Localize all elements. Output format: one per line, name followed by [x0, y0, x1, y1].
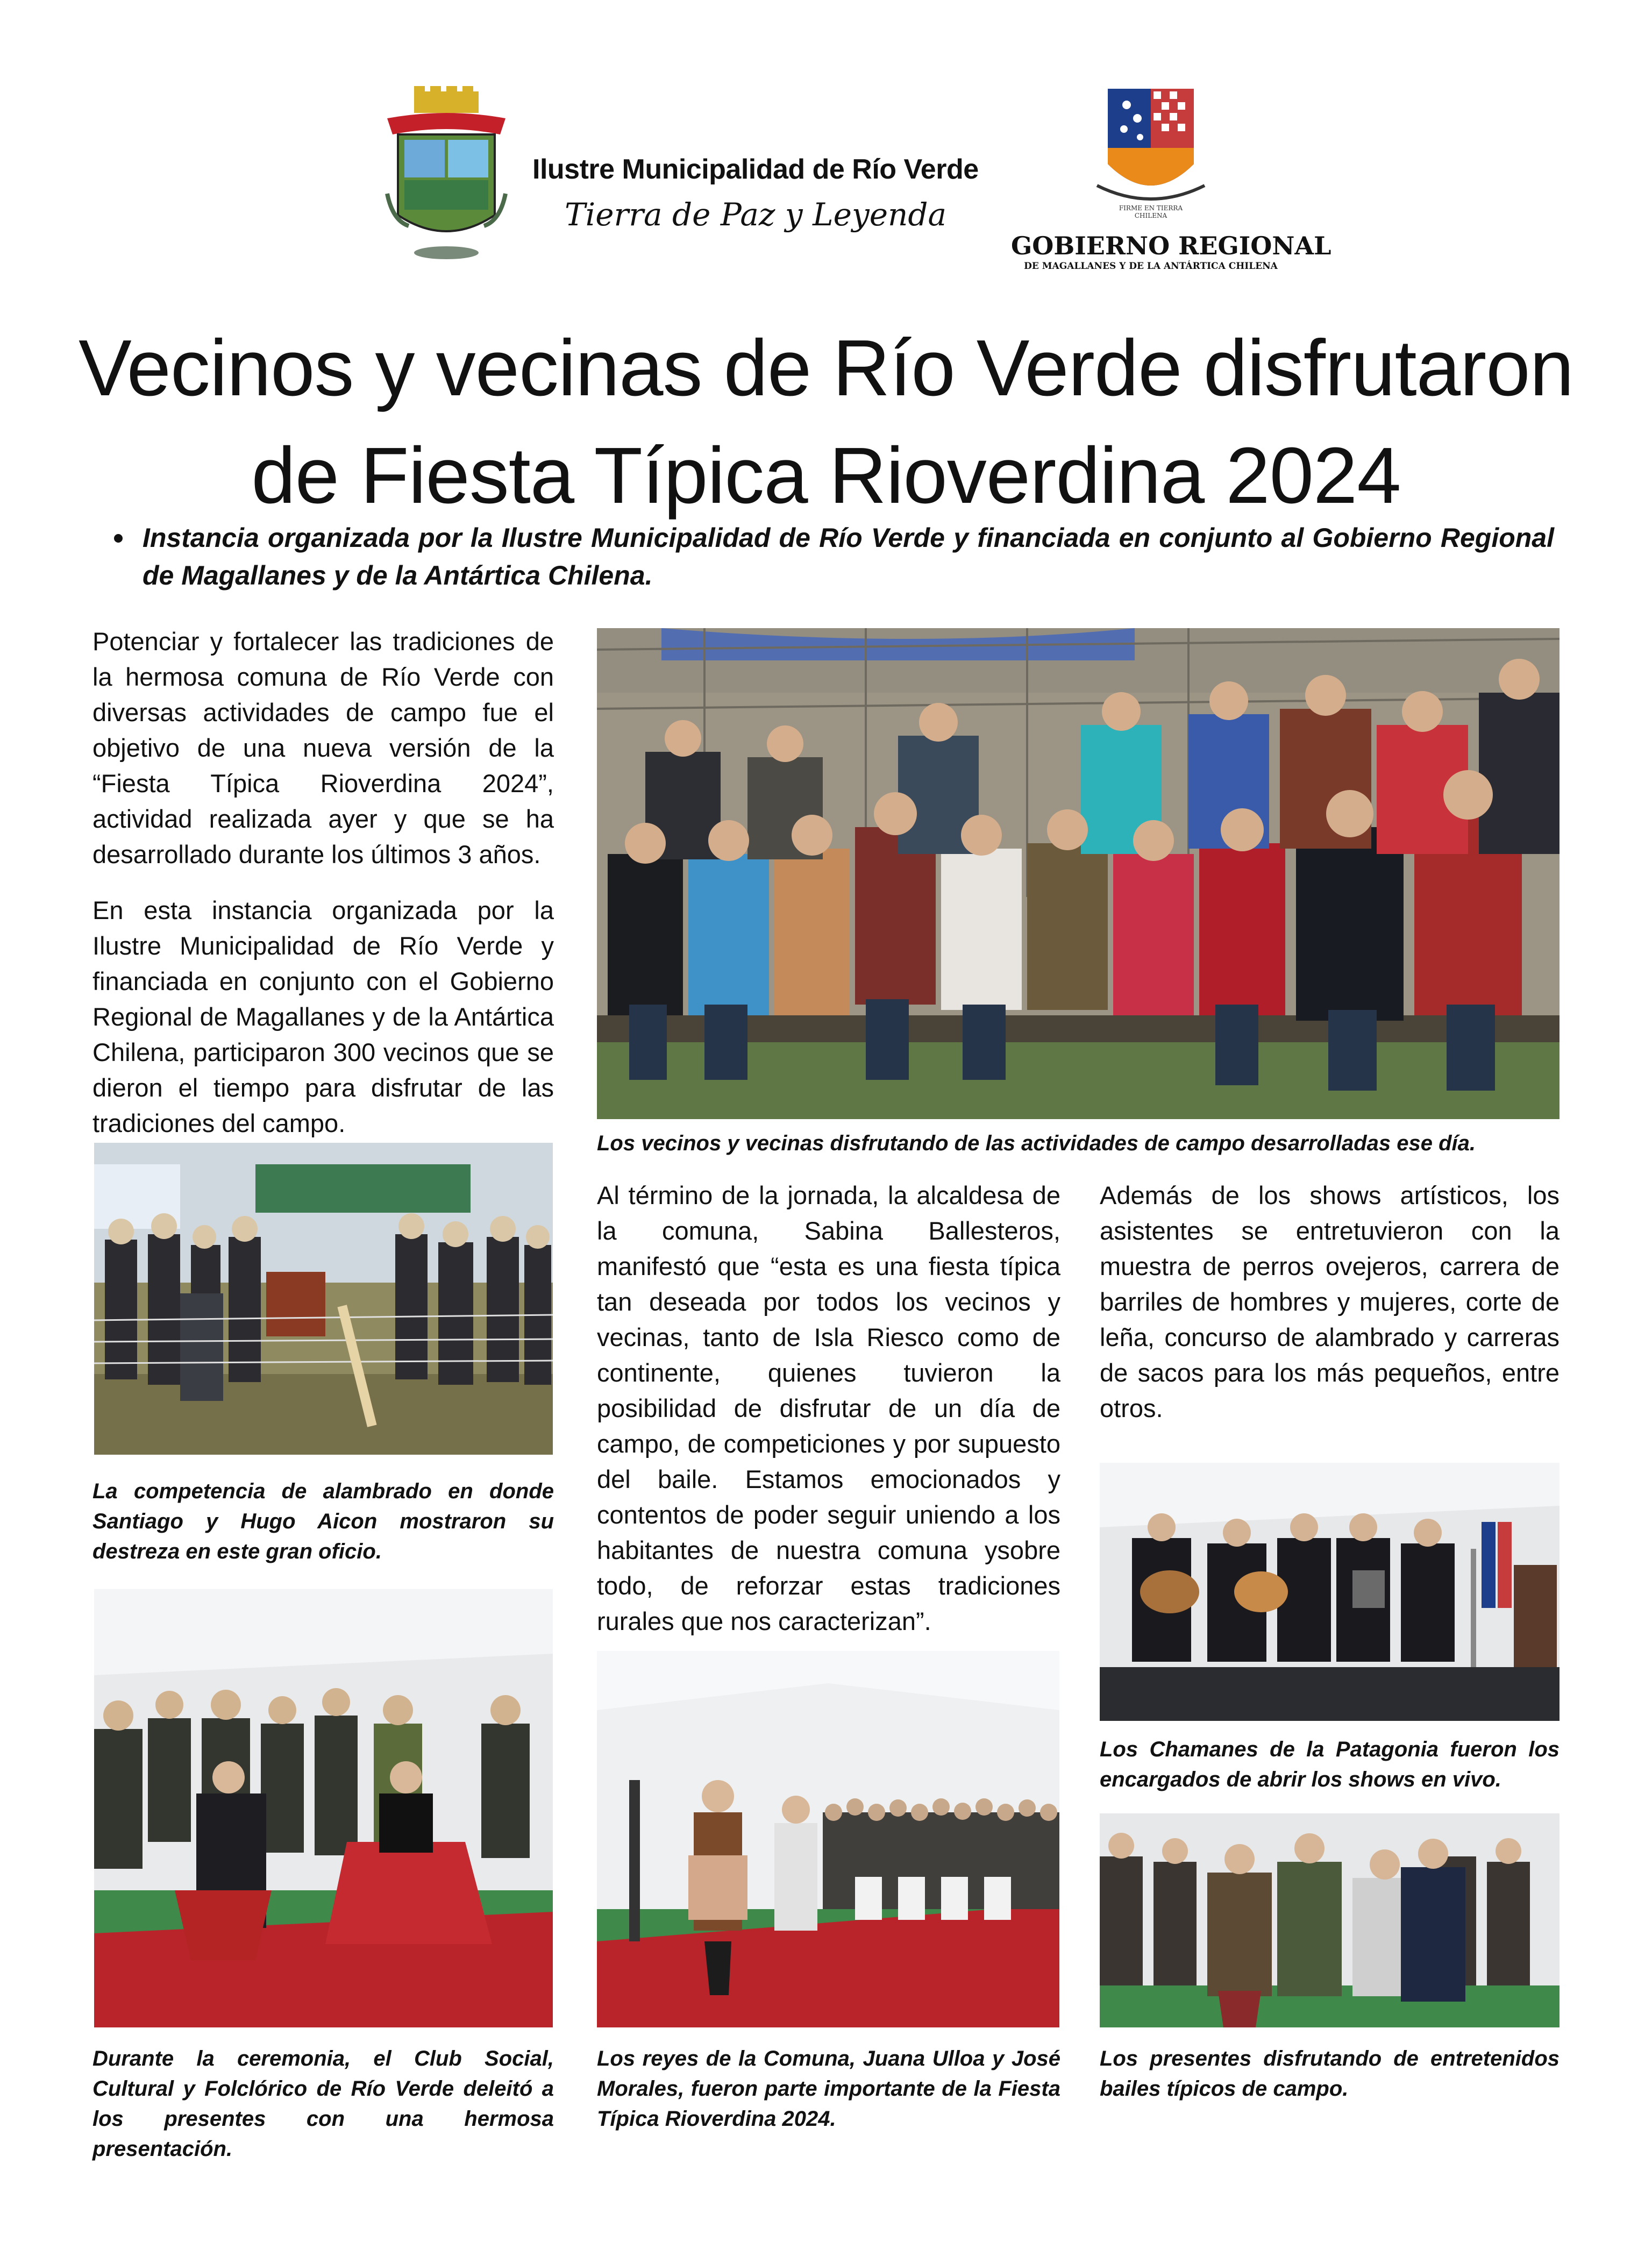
municipality-crest-icon: [376, 86, 516, 269]
headline-line1: Vecinos y vecinas de Río Verde disfrutaron: [79, 324, 1573, 412]
lead-bullet: [114, 534, 123, 543]
paragraph-4: Además de los shows artísticos, los asistentes se entretuvieron con la muestra de perros ovejeros, carrera de barriles de hombres y mujeres, corte de leña, concurso de alambrado y carreras de sacos para los más pequeños, entre otros.: [1100, 1181, 1560, 1422]
fence-caption: La competencia de alambrado en donde Santiago y Hugo Aicon mostraron su destreza en este gran oficio.: [92, 1479, 554, 1563]
paragraph-3: Al término de la jornada, la alcaldesa de la comuna, Sabina Ballesteros, manifestó que “esta es una fiesta típica tan deseada por todos los vecinos y vecinas, tanto de Isla Riesco como de continente, quienes tuvieron la posibilidad de disfrutar de un día de campo, de competiciones y por supuesto del baile. Estamos emocionados y contentos de poder seguir uniendo a los habitantes de nuestra comuna ysobre todo, de reforzar estas tradiciones rurales que nos caracterizan”.: [597, 1181, 1060, 1635]
lead-text: Instancia organizada por la Ilustre Municipalidad de Río Verde y financiada en conjunto al Gobierno Regional de Magallanes y de la Antártica Chilena.: [143, 523, 1554, 590]
gov-motto: FIRME EN TIERRA CHILENA: [1119, 204, 1183, 219]
crowd-photo: [597, 628, 1560, 1119]
regional-government-logo: [1011, 83, 1331, 277]
fence-competition-photo: [94, 1143, 553, 1455]
headline: [43, 315, 1609, 530]
crowd-caption: Los vecinos y vecinas disfrutando de las actividades de campo desarrolladas ese día.: [597, 1131, 1476, 1155]
dance-club-photo: [94, 1589, 553, 2027]
dancing-caption: Los presentes disfrutando de entretenidos bailes típicos de campo.: [1100, 2047, 1560, 2101]
paragraph-2: En esta instancia organizada por la Ilustre Municipalidad de Río Verde y financiada en conjunto con el Gobierno Regional de Magallanes y de la Antártica Chilena, participaron 300 vecinos que se dieron el tiempo para disfrutar de las tradiciones del campo.: [92, 896, 554, 1137]
gov-name: GOBIERNO REGIONAL: [1011, 231, 1331, 260]
regional-shield-icon: [1086, 83, 1215, 218]
band-caption: Los Chamanes de la Patagonia fueron los encargados de abrir los shows en vivo.: [1100, 1738, 1560, 1791]
kings-photo: [597, 1651, 1059, 2027]
paragraph-1: Potenciar y fortalecer las tradiciones de la hermosa comuna de Río Verde con diversas actividades de campo fue el objetivo de una nueva versión de la “Fiesta Típica Rioverdina 2024”, actividad realizada ayer y que se ha desarrollado durante los últimos 3 años.: [92, 627, 554, 869]
dance-club-caption: Durante la ceremonia, el Club Social, Cultural y Folclórico de Río Verde deleitó a los presentes con una hermosa presentación.: [92, 2047, 554, 2161]
dancing-photo: [1100, 1813, 1560, 2027]
kings-caption: Los reyes de la Comuna, Juana Ulloa y José Morales, fueron parte importante de la Fiesta Típica Rioverdina 2024.: [597, 2047, 1060, 2131]
gov-subtitle: DE MAGALLANES Y DE LA ANTÁRTICA CHILENA: [1024, 261, 1278, 272]
band-photo: [1100, 1463, 1560, 1721]
municipality-logo: [376, 86, 979, 269]
municipality-tagline: Tierra de Paz y Leyenda: [565, 196, 947, 233]
headline-line2: de Fiesta Típica Rioverdina 2024: [251, 431, 1401, 520]
municipality-name: Ilustre Municipalidad de Río Verde: [532, 154, 979, 185]
